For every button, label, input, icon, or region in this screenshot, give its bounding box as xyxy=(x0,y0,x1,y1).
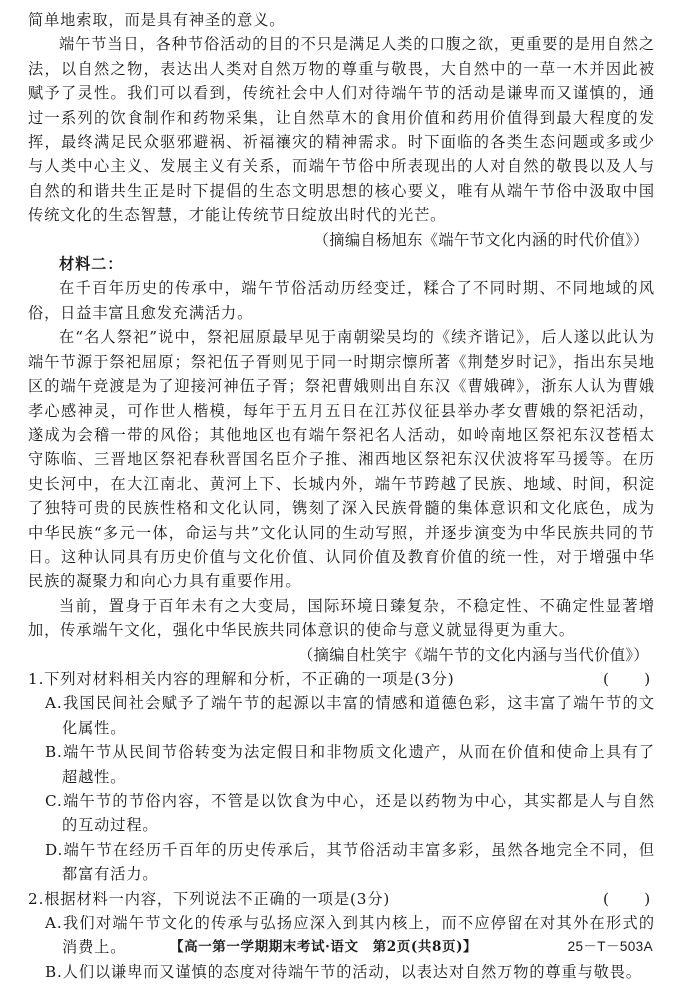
passage-paragraph-0: 简单地索取，而是具有神圣的意义。 xyxy=(28,11,286,29)
passage-paragraph-2: 在千百年历史的传承中，端午节俗活动历经变迁，糅合了不同时期、不同地域的风俗，日益丰富且愈发充满活力。 xyxy=(28,279,655,322)
question-2-stem: 2.根据材料一内容，下列说法不正确的一项是(3分) xyxy=(28,889,391,908)
question-2-answer-blank[interactable]: ( ) xyxy=(603,889,652,908)
material-2-heading: 材料二： xyxy=(59,255,124,274)
source-citation-2: （摘编自杜笑宇《端午节的文化内涵与当代价值》） xyxy=(298,645,649,664)
question-1-option-c[interactable]: C.端午节的节俗内容，不管是以饮食为中心，还是以药物为中心，其实都是人与自然的互动过程。 xyxy=(45,792,655,835)
question-1-option-a[interactable]: A.我国民间社会赋予了端午节的起源以丰富的情感和道德色彩，这丰富了端午节的文化属性。 xyxy=(45,694,655,737)
passage-paragraph-1: 端午节当日，各种节俗活动的目的不只是满足人类的口腹之欲，更重要的是用自然之法，以自然之物，表达出人类对自然万物的尊重与敬畏，大自然中的一草一木并因此被赋予了灵性。我们可以看到，传统社会中人们对待端午节的活动是谦卑而又谨慎的，通过一系列的饮食制作和药物采集，让自然草木的食用价值和药用价值得到最大程度的发挥，最终满足民众驱邪避祸、祈福禳灾的精神需求。时下面临的各类生态问题或多或少与人类中心主义、发展主义有关系，而端午节俗中所表现出的人对自然的敬畏以及人与自然的和谐共生正是时下提倡的生态文明思想的核心要义，唯有从端午节俗中汲取中国传统文化的生态智慧，才能让传统节日绽放出时代的光芒。 xyxy=(28,35,655,225)
footer-title: 【高一第一学期期末考试·语文 第2页(共8页)】 xyxy=(170,939,478,955)
source-citation-1: （摘编自杨旭东《端午节文化内涵的时代价值》） xyxy=(313,230,649,249)
page-footer xyxy=(0,935,677,959)
passage-paragraph-3: 在“名人祭祀”说中，祭祀屈原最早见于南朝梁吴均的《续齐谐记》，后人遂以此认为端午节源于祭祀屈原；祭祀伍子胥则见于同一时期宗懔所著《荆楚岁时记》，指出东吴地区的端午竞渡是为了迎接河神伍子胥；祭祀曹娥则出自东汉《曹娥碑》，浙东人认为曹娥孝心感神灵，可作世人楷模，每年于五月五日在江苏仪征县举办孝女曹娥的祭祀活动，遂成为会稽一带的风俗；其他地区也有端午祭祀名人活动，如岭南地区祭祀东汉苍梧太守陈临、三晋地区祭祀春秋晋国名臣介子推、湘西地区祭祀东汉伏波将军马援等。在历史长河中，在大江南北、黄河上下、长城内外，端午节跨越了民族、地域、时间，积淀了独特可贵的民族性格和文化认同，镌刻了深入民族骨髓的集体意识和文化底色，成为中华民族“多元一体，命运与共”文化认同的生动写照，并逐步演变为中华民族共同的节日。这种认同具有历史价值与文化价值、认同价值及教育价值的统一性，对于增强中华民族的凝聚力和向心力具有重要作用。 xyxy=(28,328,655,591)
question-1-stem: 1.下列对材料相关内容的理解和分析，不正确的一项是(3分) xyxy=(28,669,455,688)
question-2-option-b[interactable]: B.人们以谦卑而又谨慎的态度对待端午节的活动，以表达对自然万物的尊重与敬畏。 xyxy=(45,962,642,981)
passage-paragraph-4: 当前，置身于百年未有之大变局，国际环境日臻复杂，不稳定性、不确定性显著增加，传承端午文化，强化中华民族共同体意识的使命与意义就显得更为重大。 xyxy=(28,596,655,640)
question-1-option-d[interactable]: D.端午节在经历千百年的历史传承后，其节俗活动丰富多彩，虽然各地完全不同，但都富有活力。 xyxy=(45,840,655,884)
question-2-option-a[interactable]: A.我们对端午节文化的传承与弘扬应深入到其内核上，而不应停留在对其外在形式的消费上。 xyxy=(45,914,655,957)
footer-exam-code: 25－T－503A xyxy=(567,939,653,954)
question-1-answer-blank[interactable]: ( ) xyxy=(603,669,652,688)
page-content xyxy=(28,8,655,984)
question-1-option-b[interactable]: B.端午节从民间节俗转变为法定假日和非物质文化遗产，从而在价值和使命上具有了超越性。 xyxy=(45,743,655,786)
question-1 xyxy=(28,667,655,887)
